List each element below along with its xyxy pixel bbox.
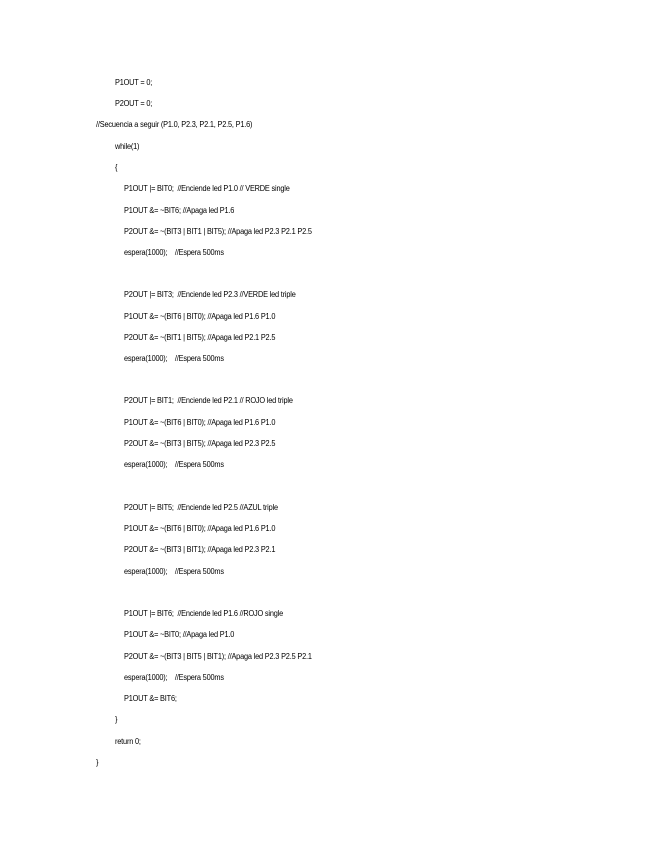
code-line: P1OUT &= ~(BIT6 | BIT0); //Apaga led P1.6 P1.0 <box>124 524 276 533</box>
code-line: P1OUT &= BIT6; <box>124 694 177 703</box>
code-line: P1OUT |= BIT6; //Enciende led P1.6 //ROJO single <box>124 609 284 618</box>
code-line: P2OUT |= BIT1; //Enciende led P2.1 // ROJO led triple <box>124 396 293 405</box>
code-line: P2OUT |= BIT3; //Enciende led P2.3 //VERDE led triple <box>124 290 296 299</box>
code-line: espera(1000); //Espera 500ms <box>124 354 224 363</box>
code-line: P2OUT &= ~(BIT3 | BIT1 | BIT5); //Apaga led P2.3 P2.1 P2.5 <box>124 227 312 236</box>
code-line: return 0; <box>115 737 141 746</box>
code-line: P2OUT &= ~(BIT3 | BIT5 | BIT1); //Apaga led P2.3 P2.5 P2.1 <box>124 652 312 661</box>
code-line: while(1) <box>115 142 140 151</box>
code-line: P1OUT |= BIT0; //Enciende led P1.0 // VERDE single <box>124 184 290 193</box>
code-line: P1OUT &= ~(BIT6 | BIT0); //Apaga led P1.6 P1.0 <box>124 418 276 427</box>
code-line: espera(1000); //Espera 500ms <box>124 248 224 257</box>
code-line: P1OUT &= ~BIT0; //Apaga led P1.0 <box>124 630 235 639</box>
code-comment-line: //Secuencia a seguir (P1.0, P2.3, P2.1, P2.5, P1.6) <box>96 120 253 129</box>
code-line: P1OUT &= ~BIT6; //Apaga led P1.6 <box>124 206 235 215</box>
code-brace-close: } <box>115 715 118 724</box>
code-line: P1OUT &= ~(BIT6 | BIT0); //Apaga led P1.6 P1.0 <box>124 312 276 321</box>
code-line: P2OUT = 0; <box>115 99 153 108</box>
code-line: espera(1000); //Espera 500ms <box>124 673 224 682</box>
code-brace-open: { <box>115 163 118 172</box>
code-line: P2OUT |= BIT5; //Enciende led P2.5 //AZUL triple <box>124 503 278 512</box>
code-line: espera(1000); //Espera 500ms <box>124 460 224 469</box>
code-line: P2OUT &= ~(BIT1 | BIT5); //Apaga led P2.1 P2.5 <box>124 333 276 342</box>
code-line: espera(1000); //Espera 500ms <box>124 567 224 576</box>
code-line: P2OUT &= ~(BIT3 | BIT5); //Apaga led P2.3 P2.5 <box>124 439 276 448</box>
code-line: P2OUT &= ~(BIT3 | BIT1); //Apaga led P2.3 P2.1 <box>124 545 276 554</box>
code-line: P1OUT = 0; <box>115 78 153 87</box>
code-brace-close: } <box>96 758 99 767</box>
